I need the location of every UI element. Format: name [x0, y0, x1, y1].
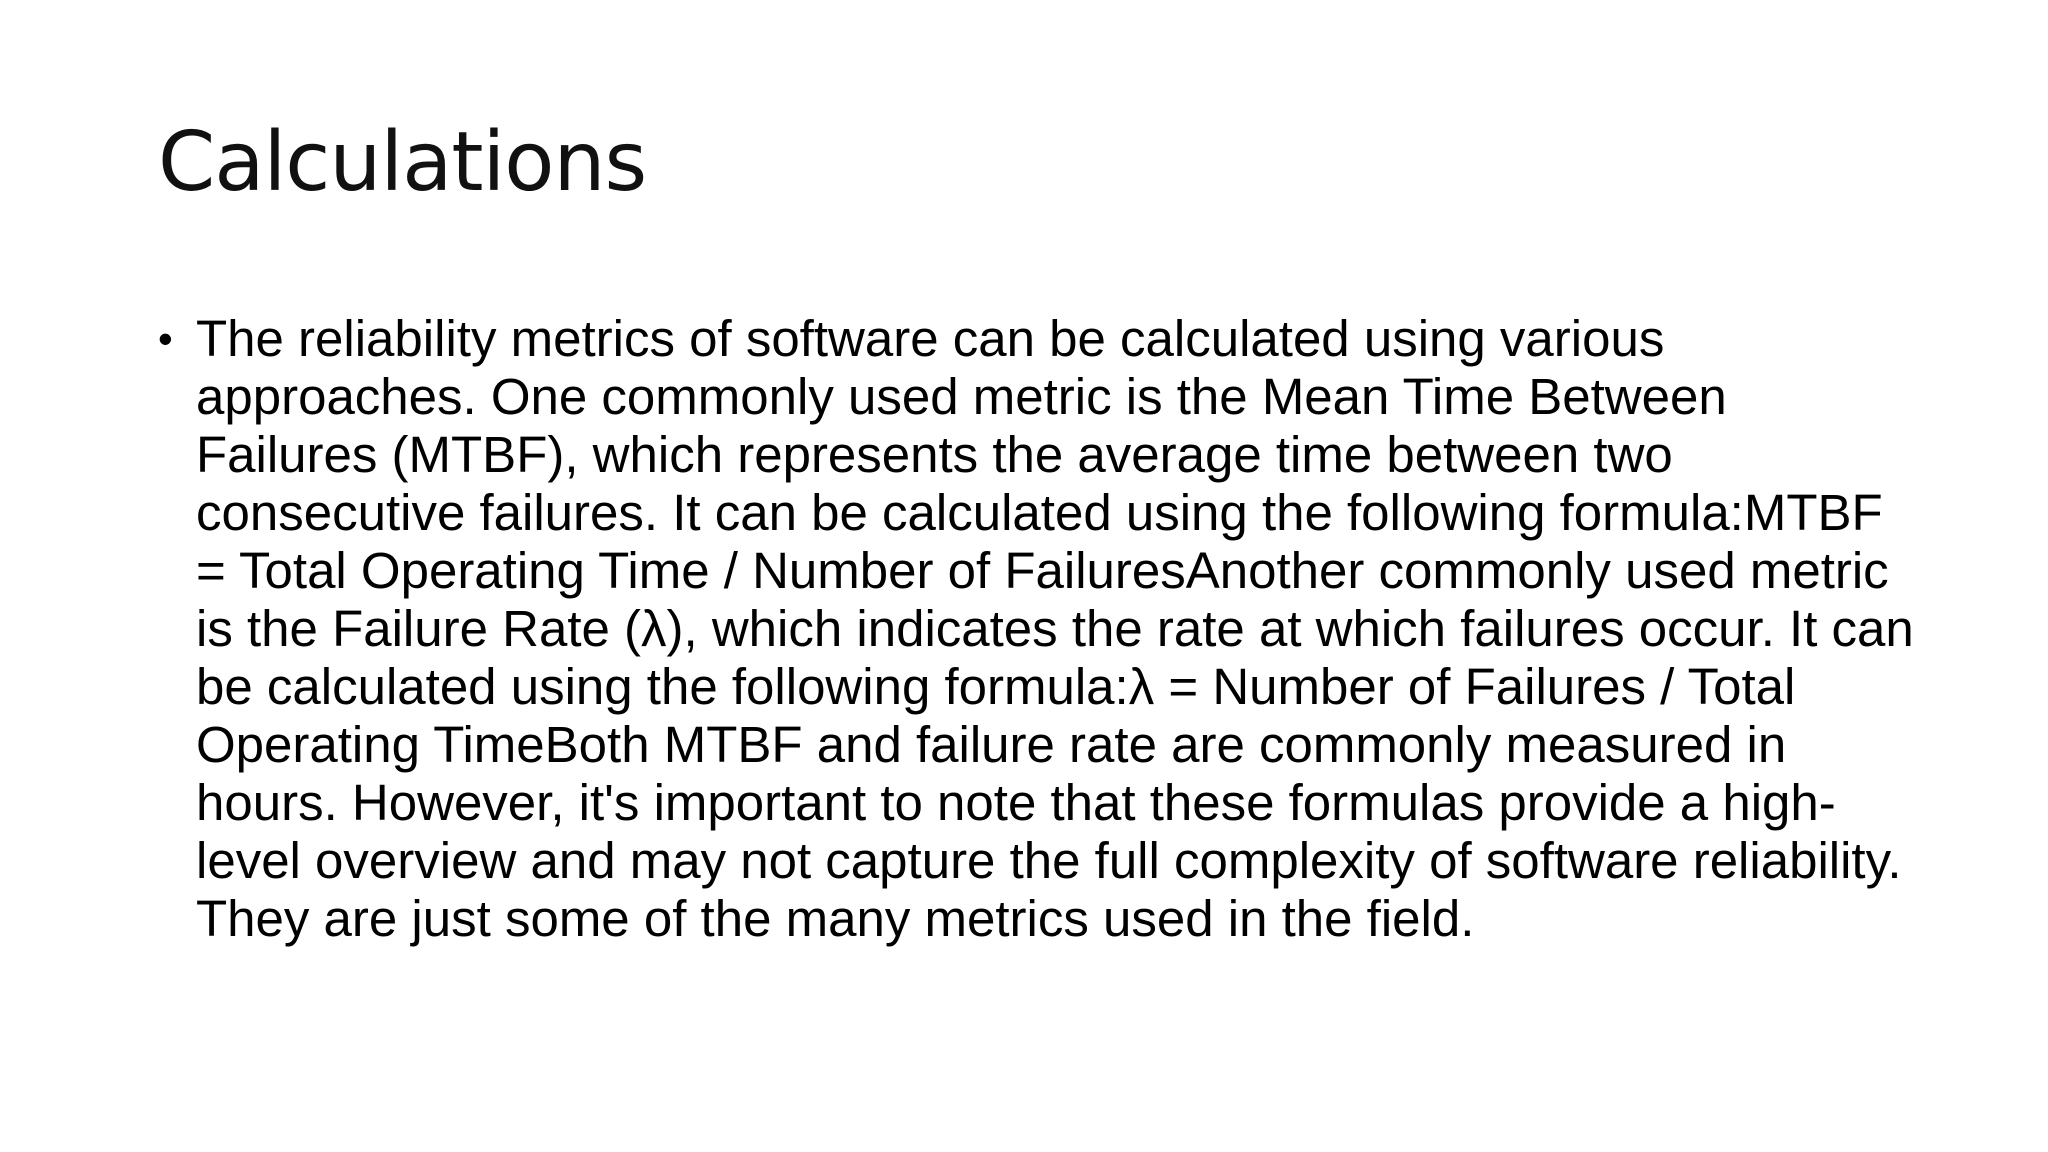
slide-title: Calculations: [158, 115, 647, 210]
bullet-item: [158, 310, 1918, 948]
bullet-text: The reliability metrics of software can be calculated using various approaches. One commonly used metric is the Mean Time Between Failures (MTBF), which represents the average time between two consecutive failures. It can be calculated using the following formula:MTBF = Total Operating Time / Number of FailuresAnother commonly used metric is the Failure Rate (λ), which indicates the rate at which failures occur. It can be calculated using the following formula:λ = Number of Failures / Total Operating TimeBoth MTBF and failure rate are commonly measured in hours. However, it's important to note that these formulas provide a high-level overview and may not capture the full complexity of software reliability. They are just some of the many metrics used in the field.: [196, 310, 1914, 947]
bullet-marker: •: [158, 315, 173, 362]
slide-body: [158, 310, 1918, 948]
